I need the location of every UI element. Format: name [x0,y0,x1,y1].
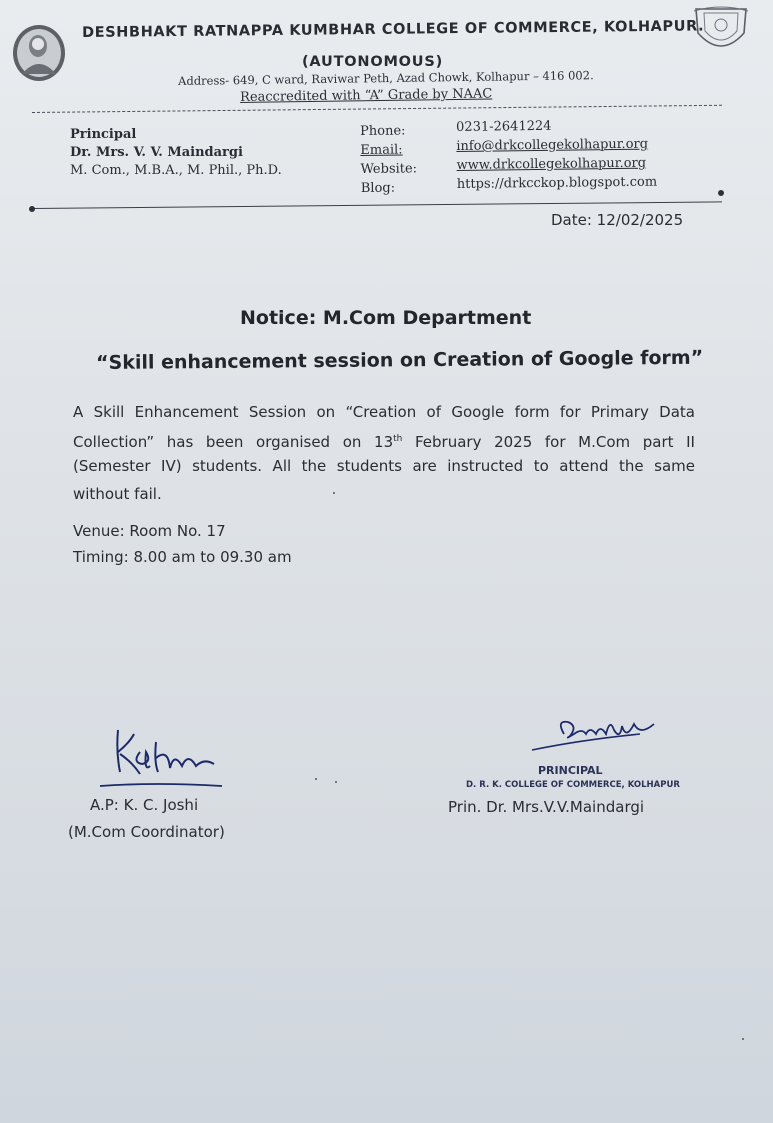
email-label: Email: [360,142,403,158]
notice-paragraph-line: A Skill Enhancement Session on “Creation of Google form for Primary Data [73,403,695,421]
notice-title: Notice: M.Com Department [240,307,532,329]
notice-date: Date: 12/02/2025 [551,211,684,229]
college-address: Address- 649, C ward, Raviwar Peth, Azad Chowk, Kolhapur – 416 002. [178,68,594,88]
ordinal-suffix: th [393,434,403,444]
accreditation-line: Reaccredited with “A” Grade by NAAC [240,86,493,105]
principal-stamp-college: D. R. K. COLLEGE OF COMMERCE, KOLHAPUR [466,780,680,790]
blog-link[interactable]: https://drkcckop.blogspot.com [456,174,658,192]
principal-qualifications: M. Com., M.B.A., M. Phil., Ph.D. [70,163,282,178]
founder-portrait-logo [12,24,66,82]
blog-label: Blog: [360,180,396,196]
principal-name: Dr. Mrs. V. V. Maindargi [70,145,243,160]
principal-stamp-title: PRINCIPAL [538,764,603,777]
website-label: Website: [360,161,418,177]
paper-speck [335,781,337,783]
notice-paragraph-line: without fail. [73,485,162,503]
autonomous-status: (AUTONOMOUS) [302,54,444,70]
venue-line: Venue: Room No. 17 [73,522,226,540]
contact-values [456,116,657,194]
principal-signature [530,700,660,756]
paragraph-fragment: February 2025 for M.Com part II [402,433,695,451]
paragraph-fragment: Collection” has been organised on 13 [73,433,394,451]
coordinator-role: (M.Com Coordinator) [68,823,225,841]
paper-speck [333,492,335,494]
coordinator-name: A.P: K. C. Joshi [90,796,199,814]
college-name: DESHBHAKT RATNAPPA KUMBHAR COLLEGE OF COMMERCE, KOLHAPUR. [82,18,705,41]
coordinator-signature [96,722,226,794]
session-title: “Skill enhancement session on Creation of Google form” [96,346,704,374]
contact-labels [360,121,417,198]
divider-end-dot [718,190,724,196]
email-link[interactable]: info@drkcollegekolhapur.org [456,136,649,154]
principal-details [70,126,282,180]
header-divider-solid [32,201,722,209]
notice-paragraph-line: (Semester IV) students. All the students are instructed to attend the same [73,457,695,475]
phone-value: 0231-2641224 [456,118,552,135]
website-link[interactable]: www.drkcollegekolhapur.org [456,155,647,173]
principal-title: Principal [70,127,137,142]
principal-signatory-name: Prin. Dr. Mrs.V.V.Maindargi [448,798,645,816]
header-divider-dashed [32,105,722,113]
notice-paragraph-line [73,426,695,456]
divider-end-dot [29,206,35,212]
timing-line: Timing: 8.00 am to 09.30 am [73,548,292,566]
phone-label: Phone: [360,123,406,139]
paper-speck [742,1038,744,1040]
paper-speck [315,778,317,780]
